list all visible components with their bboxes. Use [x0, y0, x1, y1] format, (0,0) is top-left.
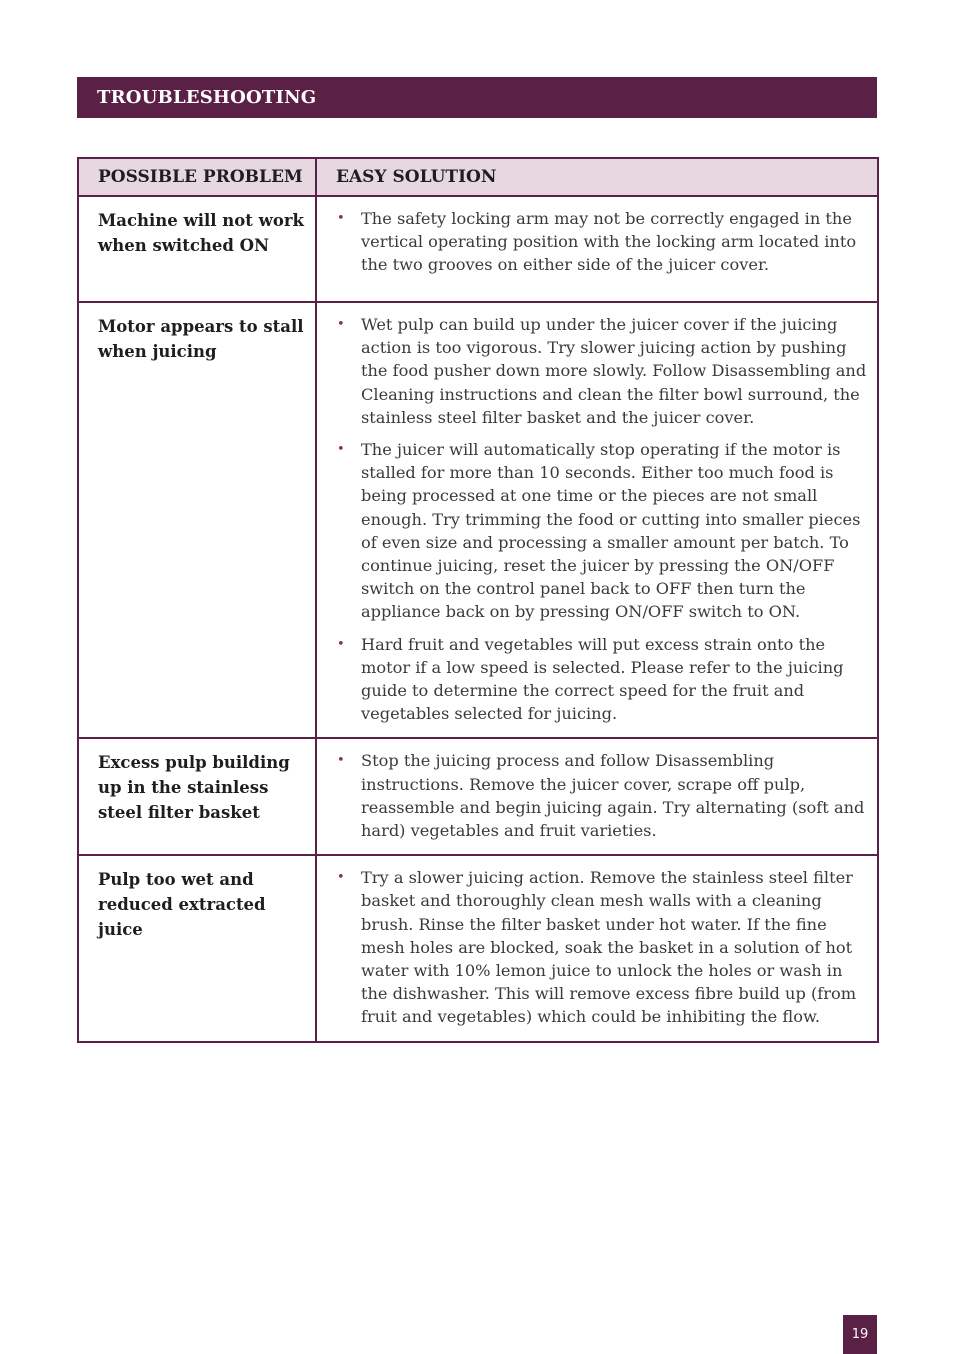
- bullet-icon: •: [337, 317, 345, 332]
- solution-list: [335, 749, 867, 842]
- solution-cell: [316, 196, 878, 302]
- solution-item: [335, 313, 867, 429]
- solution-text: Try a slower juicing action. Remove the stainless steel filter basket and thoroughly clean mesh walls with a cleaning brush. Rinse the filter basket under hot water. If the fine mesh holes are blocked, soak the basket in a solution of hot water with 10% lemon juice to unlock the holes or wash in the dishwasher. This will remove excess fibre build up (from fruit and vegetables) which could be inhibiting the flow.: [361, 868, 857, 1027]
- solution-text: Hard fruit and vegetables will put excess strain onto the motor if a low speed is selected. Please refer to the juicing guide to determine the correct speed for the fruit and vegetables selected for juicing.: [361, 634, 844, 724]
- bullet-icon: •: [337, 636, 345, 652]
- problem-cell: Pulp too wet and reduced extracted juice: [78, 855, 316, 1041]
- bullet-icon: •: [337, 753, 345, 769]
- table-row: [78, 302, 878, 738]
- solution-text: The safety locking arm may not be correctly engaged in the vertical operating position with the locking arm located into the two grooves on either side of the juicer cover.: [361, 209, 857, 275]
- troubleshooting-table: [77, 157, 879, 1043]
- bullet-icon: •: [337, 211, 345, 226]
- bullet-icon: •: [337, 442, 345, 458]
- solution-text: Stop the juicing process and follow Disassembling instructions. Remove the juicer cover, scrape off pulp, reassemble and begin juicing again. Try alternating (soft and hard) vegetables and fruit varieties.: [361, 751, 865, 841]
- table-row: [78, 855, 878, 1041]
- section-header-bar: [77, 77, 877, 118]
- solution-list: [335, 866, 867, 1028]
- solution-item: [335, 207, 867, 277]
- table-row: [78, 738, 878, 855]
- table-row: [78, 196, 878, 302]
- section-title: TROUBLESHOOTING: [97, 87, 317, 108]
- solution-list: [335, 207, 867, 277]
- solution-list: [335, 313, 867, 725]
- solution-item: [335, 749, 867, 842]
- page-number: 19: [843, 1315, 877, 1354]
- solution-text: Wet pulp can build up under the juicer cover if the juicing action is too vigorous. Try slower juicing action by pushing the food pusher down more slowly. Follow Disassembling and Cleaning instructions and clean the filter bowl surround, the stainless steel filter basket and the juicer cover.: [361, 315, 867, 427]
- solution-text: The juicer will automatically stop operating if the motor is stalled for more than 10 seconds. Either too much food is being processed at one time or the pieces are not small enough. Try trimming the food or cutting into smaller pieces of even size and processing a smaller amount per batch. To continue juicing, reset the juicer by pressing the ON/OFF switch on the control panel back to OFF then turn the appliance back on by pressing ON/OFF switch to ON.: [361, 440, 861, 622]
- column-header-solution: EASY SOLUTION: [316, 158, 878, 196]
- bullet-icon: •: [337, 870, 345, 886]
- solution-item: [335, 633, 867, 726]
- solution-item: [335, 866, 867, 1028]
- solution-item: [335, 438, 867, 624]
- solution-cell: [316, 738, 878, 855]
- problem-cell: Excess pulp building up in the stainless steel filter basket: [78, 738, 316, 855]
- table-header-row: [78, 158, 878, 196]
- problem-cell: Machine will not work when switched ON: [78, 196, 316, 302]
- column-header-problem: POSSIBLE PROBLEM: [78, 158, 316, 196]
- problem-cell: Motor appears to stall when juicing: [78, 302, 316, 738]
- solution-cell: [316, 302, 878, 738]
- solution-cell: [316, 855, 878, 1041]
